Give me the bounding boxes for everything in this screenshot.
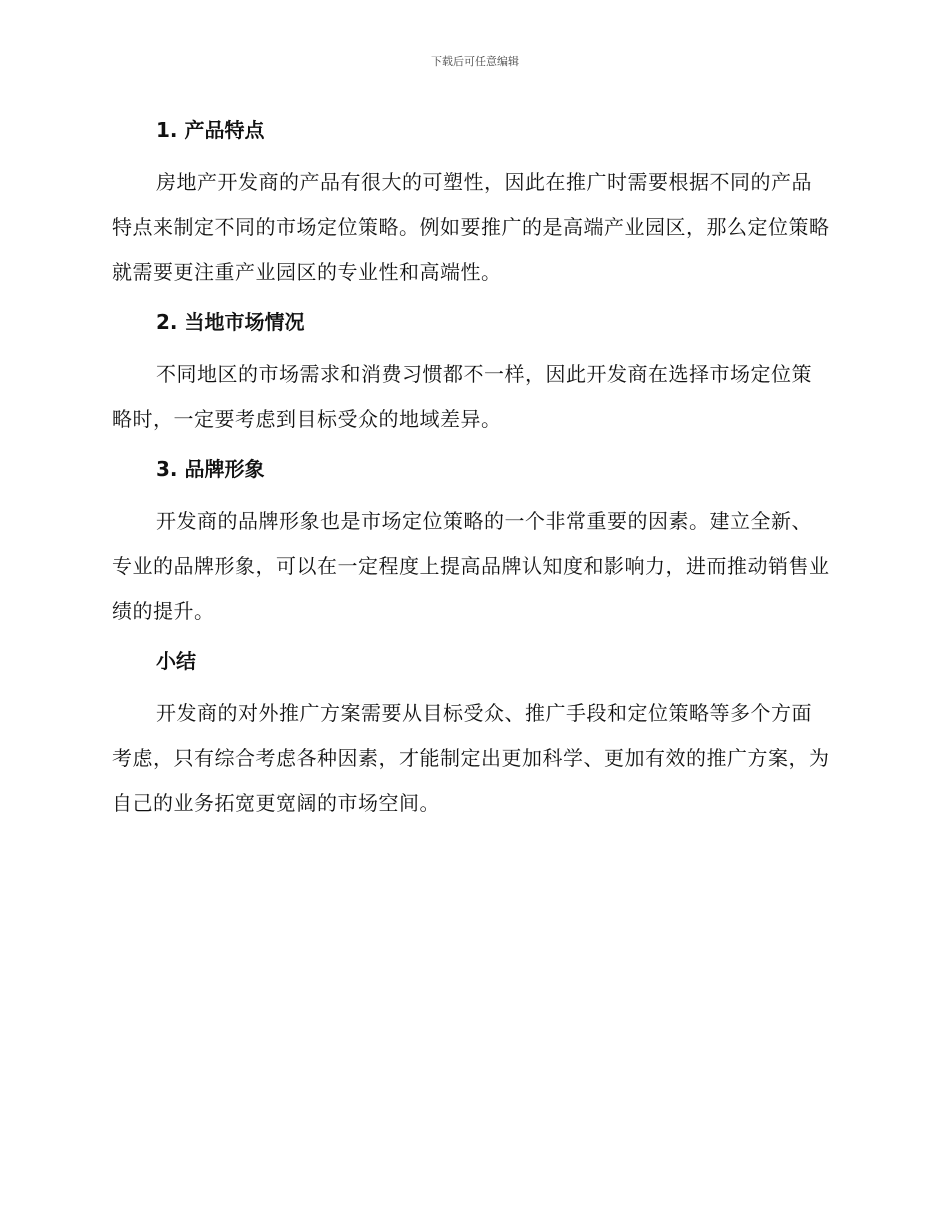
section-paragraph-local-market: 不同地区的市场需求和消费习惯都不一样，因此开发商在选择市场定位策略时，一定要考虑到目标受众的地域差异。: [112, 362, 812, 431]
section-heading-local-market: 2. 当地市场情况: [156, 310, 305, 334]
document-body: [112, 110, 832, 826]
section-paragraph-product-features: 房地产开发商的产品有很大的可塑性，因此在推广时需要根据不同的产品特点来制定不同的市场定位策略。例如要推广的是高端产业园区，那么定位策略就需要更注重产业园区的专业性和高端性。: [112, 170, 830, 284]
page-header: 下载后可任意编辑: [431, 55, 519, 68]
section-heading-product-features: 1. 产品特点: [156, 118, 265, 142]
section-heading-summary: 小结: [156, 649, 196, 673]
section-heading-brand-image: 3. 品牌形象: [156, 457, 265, 481]
section-paragraph-brand-image: 开发商的品牌形象也是市场定位策略的一个非常重要的因素。建立全新、专业的品牌形象，可以在一定程度上提高品牌认知度和影响力，进而推动销售业绩的提升。: [112, 509, 830, 623]
section-paragraph-summary: 开发商的对外推广方案需要从目标受众、推广手段和定位策略等多个方面考虑，只有综合考虑各种因素，才能制定出更加科学、更加有效的推广方案，为自己的业务拓宽更宽阔的市场空间。: [112, 701, 830, 815]
